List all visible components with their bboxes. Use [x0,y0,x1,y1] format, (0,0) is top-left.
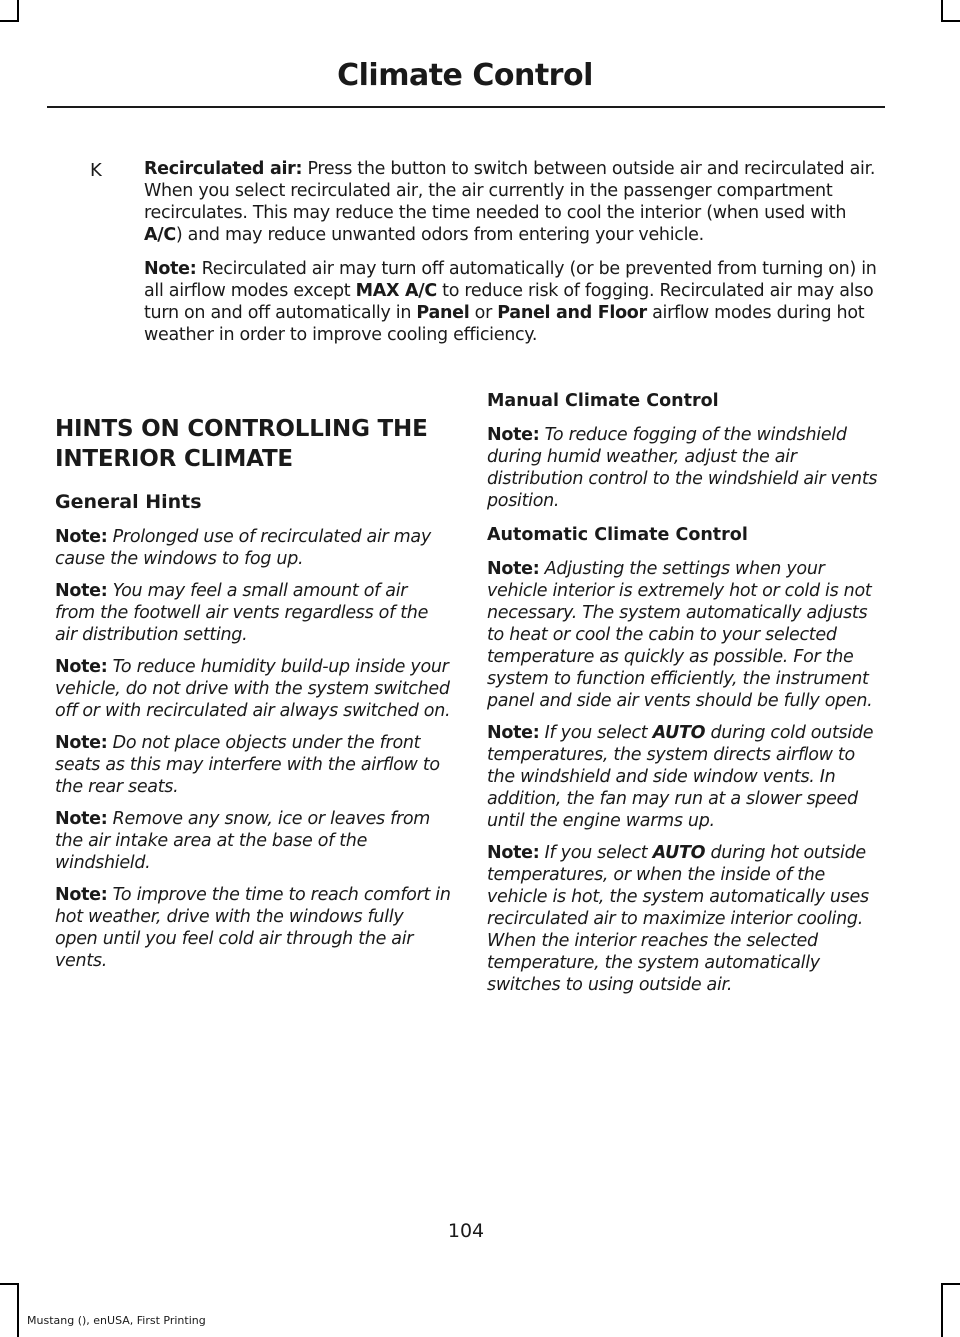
note-text: during hot outside temperatures, or when the inside of the vehicle is hot, the system automatically uses recirculated air to maximize interior cooling. When the interior reaches the selected temperature, the system automatically switches to using outside air. [487,843,869,995]
page-title: Climate Control [337,58,593,93]
general-hint-note [55,526,451,570]
recirculated-air-text: Press the button to switch between outside air and recirculated air. When you select recirculated air, the air currently in the passenger compartment recirculates. This may reduce the time needed to cool the interior (when used with [144,159,876,223]
general-hint-note [55,808,451,874]
note-text: airflow modes during hot weather in order to improve cooling efficiency. [144,303,865,345]
note-text: Prolonged use of recirculated air may cause the windows to fog up. [55,527,431,569]
general-hints-heading: General Hints [55,491,202,513]
recirculated-air-note [144,258,878,346]
panel-label: Panel [416,303,470,323]
automatic-climate-note [487,842,883,996]
note-text: to reduce risk of fogging. Recirculated air may also turn on and off automatically in [144,281,874,323]
footer-printing-info: Mustang (), enUSA, First Printing [27,1314,206,1327]
note-label: Note: [487,425,540,445]
note-text: If you select [539,723,653,743]
note-label: Note: [487,843,540,863]
recirculated-air-text-end: ) and may reduce unwanted odors from entering your vehicle. [175,225,704,245]
note-text: Recirculated air may turn off automatically (or be prevented from turning on) in all airflow modes except [144,259,877,301]
note-text: To reduce fogging of the windshield during humid weather, adjust the air distribution control to the windshield air vents position. [487,425,878,511]
note-label: Note: [487,559,540,579]
crop-mark-bottom-right-vertical [941,1283,943,1337]
panel-and-floor-label: Panel and Floor [497,303,647,323]
note-text: Do not place objects under the front seats as this may interfere with the airflow to the rear seats. [55,733,440,797]
crop-mark-bottom-right-horizontal [941,1283,960,1285]
note-label: Note: [55,657,108,677]
auto-label: AUTO [652,843,706,863]
ac-label: A/C [144,225,176,245]
note-label: Note: [487,723,540,743]
crop-mark-top-right-horizontal [941,20,960,22]
header-rule [47,106,885,108]
note-text: If you select [539,843,653,863]
recirculated-air-paragraph [144,158,878,246]
crop-mark-bottom-left-horizontal [0,1283,19,1285]
general-hint-note [55,580,451,646]
crop-mark-top-right-vertical [941,0,943,22]
item-letter: K [90,160,102,181]
general-hint-note [55,656,451,722]
recirculated-air-description [144,158,878,346]
crop-mark-top-left-horizontal [0,20,19,22]
crop-mark-bottom-left-vertical [17,1283,19,1337]
note-label: Note: [55,733,108,753]
automatic-climate-note [487,722,883,832]
manual-climate-control-heading: Manual Climate Control [487,391,719,411]
note-label: Note: [55,527,108,547]
recirculated-air-label: Recirculated air: [144,159,303,179]
page-number: 104 [447,1220,485,1242]
left-column [55,414,451,982]
note-text: You may feel a small amount of air from the footwell air vents regardless of the air distribution setting. [55,581,429,645]
note-text: Remove any snow, ice or leaves from the air intake area at the base of the windshield. [55,809,431,873]
note-label: Note: [55,809,108,829]
note-label: Note: [144,259,197,279]
note-text: To reduce humidity build-up inside your vehicle, do not drive with the system switched off or with recirculated air always switched on. [55,657,451,721]
note-text: during cold outside temperatures, the system directs airflow to the windshield and side window vents. In addition, the fan may run at a slower speed until the engine warms up. [487,723,874,831]
note-text: or [469,303,498,323]
auto-label: AUTO [652,723,706,743]
max-ac-label: MAX A/C [355,281,437,301]
note-label: Note: [55,581,108,601]
automatic-climate-control-heading: Automatic Climate Control [487,525,748,545]
manual-climate-note [487,424,883,512]
note-text: To improve the time to reach comfort in hot weather, drive with the windows fully open until you feel cold air through the air vents. [55,885,451,971]
general-hint-note [55,732,451,798]
section-heading [55,414,451,474]
right-column [487,390,883,1006]
general-hint-note [55,884,451,972]
section-heading-line-2: INTERIOR CLIMATE [55,446,293,472]
section-heading-line-1: HINTS ON CONTROLLING THE [55,416,428,442]
automatic-climate-note [487,558,883,712]
note-text: Adjusting the settings when your vehicle interior is extremely hot or cold is not necessary. The system automatically adjusts to heat or cool the cabin to your selected temperature as quickly as possible. For the system to function efficiently, the instrument panel and side air vents should be fully open. [487,559,873,711]
crop-mark-top-left-vertical [17,0,19,22]
note-label: Note: [55,885,108,905]
